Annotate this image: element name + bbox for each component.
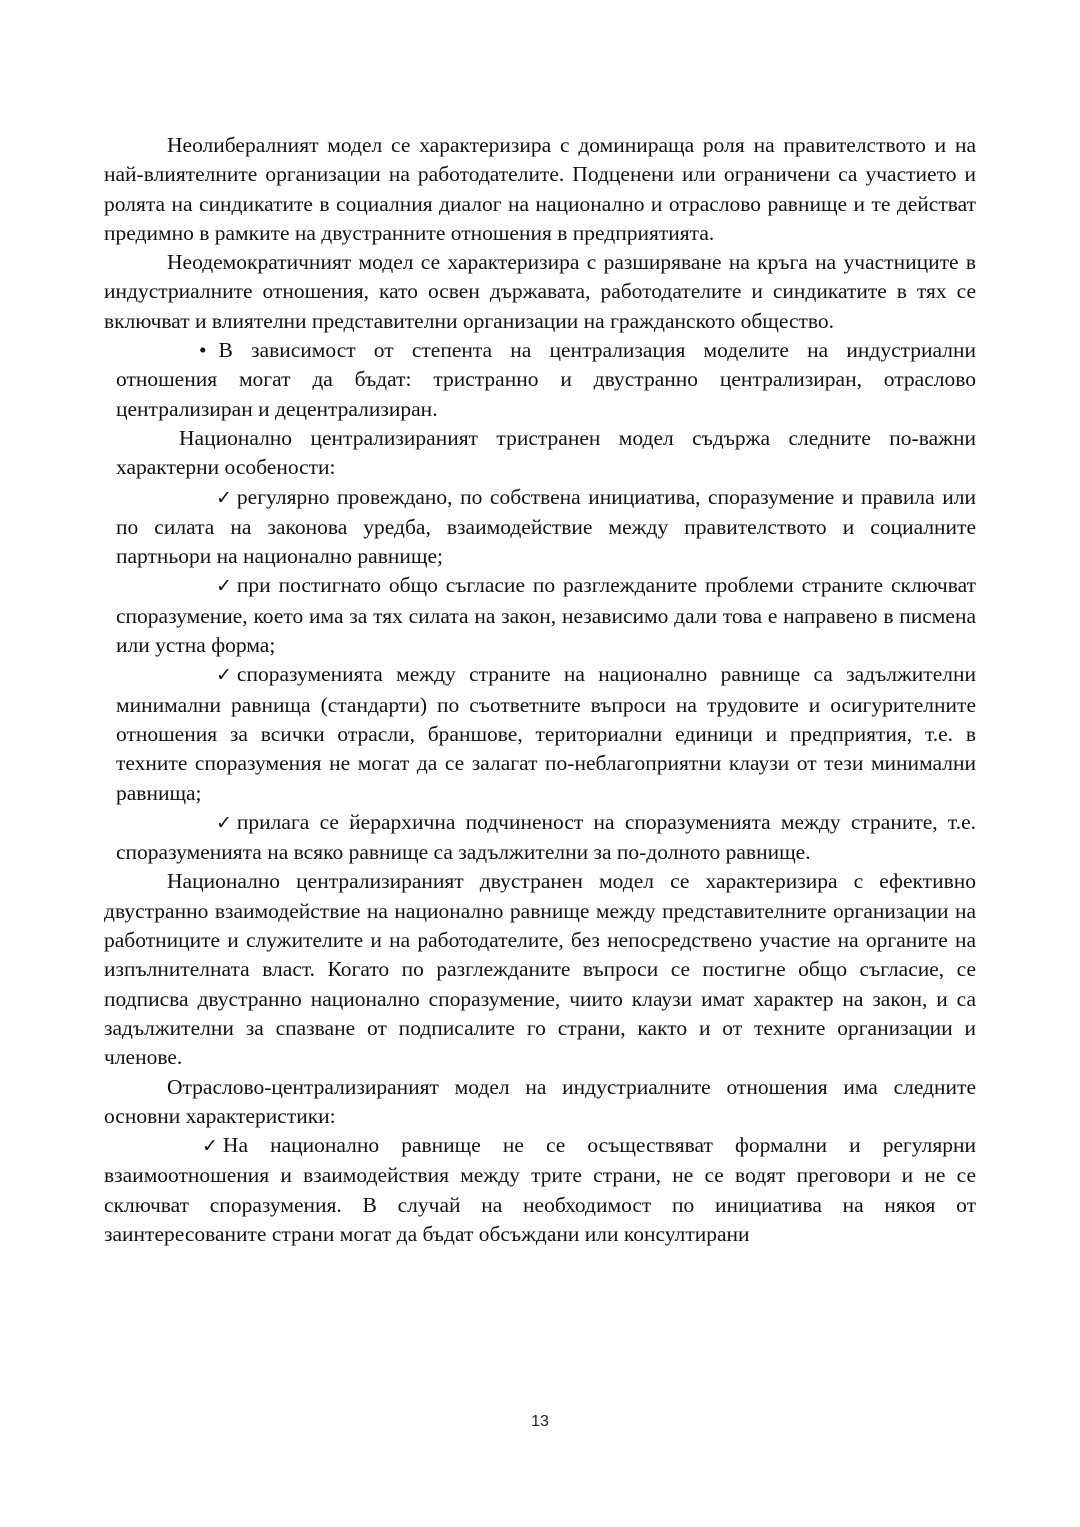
checkmark-icon: ✓ — [216, 664, 232, 687]
checkmark-icon: ✓ — [216, 811, 232, 834]
paragraph-sectoral: Отраслово-централизираният модел на индустриалните отношения има следните основни характеристики: — [104, 1074, 976, 1128]
paragraph-neodemocratic: Неодемократичният модел се характеризира с разширяване на кръга на участниците в индустриалните отношения, като освен държавата, работодателите и синдикатите в тях се включват и влиятелни представителни организации на гражданското общество. — [104, 250, 976, 333]
check-item-text: регулярно провеждано, по собствена инициатива, споразумение и правила или по силата на законова уредба, взаимодействие между правителството и социалните партньори на национално равнище; — [116, 484, 976, 569]
paragraph-bipartite: Национално централизираният двустранен модел се характеризира с ефективно двустранно взаимодействие на национално равнище между представителните организации на работниците и служителите и на работодателите, без непосредствено участие на органите на изпълнителната власт. Когато по разглежданите въпроси се постигне общо съгласие, се подписва двустранно национално споразумение, чиито клаузи имат характер на закон, и са задължителни за спазване от подписалите го страни, както и от техните организации и членове. — [104, 869, 976, 1070]
check-item-3 — [104, 660, 976, 807]
bullet-item-centralization — [104, 336, 976, 424]
check-item-text: На национално равнище не се осъществяват формални и регулярни взаимоотношения и взаимодействия между трите страни, не се водят преговори и не се сключват споразумения. В случай на необходимост по инициатива на някоя от заинтересованите страни могат да бъдат обсъждани или консултирани — [104, 1133, 976, 1246]
page-number: 13 — [531, 1413, 549, 1430]
paragraph-neoliberal: Неолибералният модел се характеризира с доминираща роля на правителството и на най-влиятелните организации на работодателите. Подценени или ограничени са участието и ролята на синдикатите в социалния диалог на национално и отраслово равнище и те действат предимно в рамките на двустранните отношения в предприятията. — [104, 133, 976, 245]
paragraph-tripartite-intro: Национално централизираният тристранен модел съдържа следните по-важни характерни особености: — [116, 425, 976, 480]
check-item-text: прилага се йерархична подчиненост на споразуменията между страните, т.е. споразуменията на всяко равнище са задължителни за по-долното равнище. — [116, 809, 976, 865]
check-item-1 — [104, 483, 976, 572]
checkmark-icon: ✓ — [216, 486, 232, 509]
check-item-2 — [104, 571, 976, 660]
check-item-5 — [104, 1131, 976, 1249]
checkmark-icon: ✓ — [216, 575, 232, 598]
check-item-text: споразуменията между страните на национално равнище са задължителни минимални равнища (стандарти) по съответните въпроси на трудовите и осигурителните отношения за всички отрасли, браншове, териториални единици и предприятия, т.е. в техните споразумения не могат да се залагат по-неблагоприятни клаузи от тези минимални равнища; — [116, 662, 976, 805]
check-item-4 — [104, 808, 976, 868]
checkmark-icon: ✓ — [202, 1135, 218, 1158]
check-item-text: при постигнато общо съгласие по разглежданите проблеми страните сключват споразумение, което има за тях силата на закон, независимо дали това е направено в писмена или устна форма; — [116, 573, 976, 658]
bullet-icon: • — [199, 338, 207, 363]
body-text — [104, 131, 976, 1249]
bullet-text: В зависимост от степента на централизация моделите на индустриални отношения могат да бъдат: тристранно и двустранно централизиран, отраслово централизиран и децентрализиран. — [116, 338, 976, 421]
